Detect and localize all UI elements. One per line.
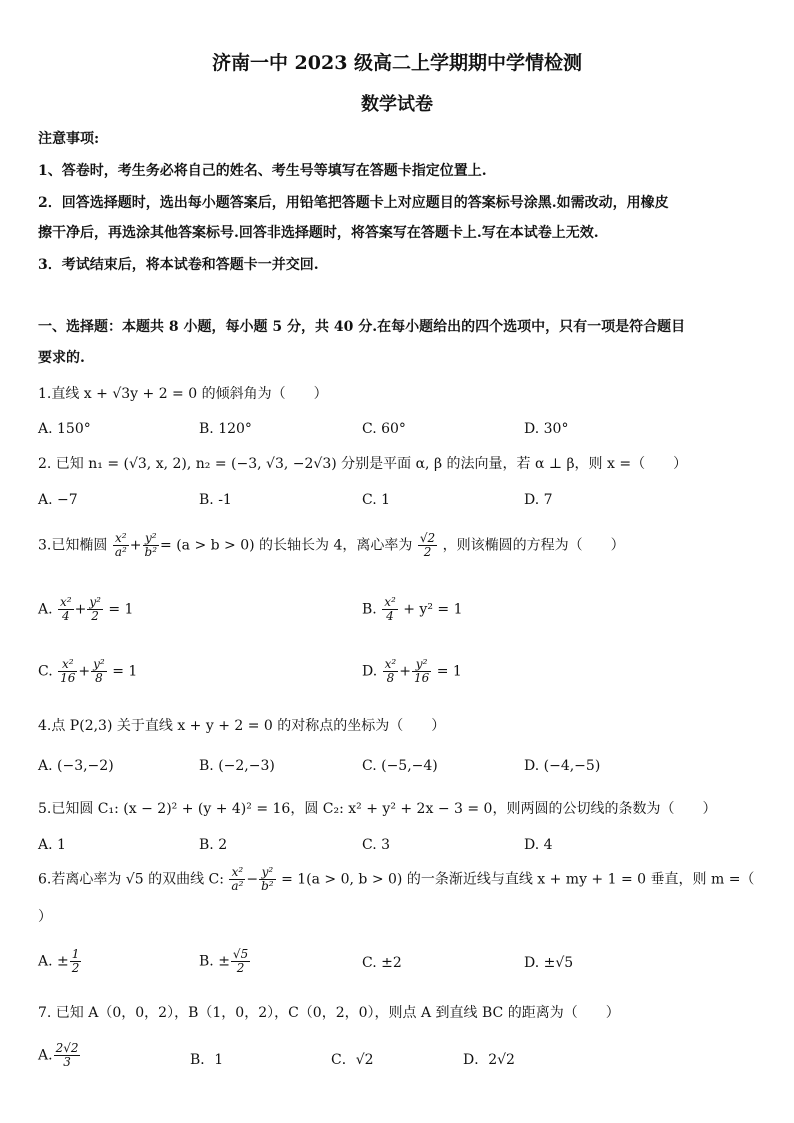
question-7-stem: 7. 已知 A（0，0，2），B（1，0，2），C（0，2，0），则点 A 到直线 BC 的距离为（ ） (38, 1005, 620, 1021)
q7-option-a: A. $\frac{2√2}{3}$ (38, 1041, 79, 1069)
q7-option-c: C．√2 (331, 1052, 374, 1068)
question-2-stem: 2. 已知 n₁ = (√3, x, 2), n₂ = (−3, √3, −2√3) 分别是平面 α, β 的法向量，若 α ⊥ β，则 x =（ ） (38, 456, 688, 472)
q3-option-d: D. $\frac{\text{x²}}{8}$ + $\frac{\text{y²}}{16}$ = 1 (362, 657, 462, 685)
q6-fraction-y: $\frac{\text{y²}}{\text{b²}}$ (261, 865, 274, 893)
question-6-stem: 6.若离心率为 √5 的双曲线 C: $\frac{\text{x²}}{\text{a²}}$ − $\frac{\text{y²}}{\text{b²}}$ = 1(a > 0, b > 0) 的一条渐近线与直线 x + my + 1 = 0 垂直，则 m =（ (38, 865, 755, 893)
note-item-1: 1、答卷时，考生务必将自己的姓名、考生号等填写在答题卡指定位置上. (38, 163, 487, 179)
q5-option-c: C. 3 (362, 837, 391, 853)
q6-fraction-x: $\frac{\text{x²}}{\text{a²}}$ (231, 865, 244, 893)
question-3-stem: 3.已知椭圆 $\frac{\text{x²}}{\text{a²}}$ + $\frac{\text{y²}}{\text{b²}}$ = (a > b > 0) 的长轴长为 4，离心率为 $\frac{√2}{2}$ ，则该椭圆的方程为（ ） (38, 531, 625, 559)
q3-stem-part-b: (a > b > 0) 的长轴长为 4，离心率为 (176, 537, 413, 554)
q3-option-b: B. $\frac{\text{x²}}{4}$ + y² = 1 (362, 595, 463, 623)
exam-title: 济南一中 2023 级高二上学期期中学情检测 (211, 52, 583, 74)
q2-option-b: B. -1 (199, 492, 232, 508)
q3-option-c: C. $\frac{\text{x²}}{16}$ + $\frac{\text{y²}}{8}$ = 1 (38, 657, 138, 685)
q3-fraction-ecc: $\frac{√2}{2}$ (419, 531, 436, 559)
q6-option-d: D. ±√5 (524, 955, 574, 971)
question-5-stem: 5.已知圆 C₁: (x − 2)² + (y + 4)² = 16，圆 C₂: x² + y² + 2x − 3 = 0，则两圆的公切线的条数为（ ） (38, 801, 717, 817)
q7-option-b: B．1 (190, 1052, 224, 1068)
q1-option-c: C. 60° (362, 421, 406, 437)
q2-option-c: C. 1 (362, 492, 391, 508)
q3-option-a: A. $\frac{\text{x²}}{4}$ + $\frac{\text{y²}}{2}$ = 1 (38, 595, 134, 623)
q5-option-b: B. 2 (199, 837, 228, 853)
exam-subtitle: 数学试卷 (361, 94, 433, 115)
note-item-2-cont: 擦干净后，再选涂其他答案标号.回答非选择题时，将答案写在答题卡上.写在本试卷上无效. (38, 225, 599, 241)
q5-option-a: A. 1 (38, 837, 66, 853)
q4-option-c: C. (−5,−4) (362, 758, 438, 774)
q4-option-d: D. (−4,−5) (524, 758, 601, 774)
q5-option-d: D. 4 (524, 837, 553, 853)
q1-option-a: A. 150° (38, 421, 91, 437)
q3-fraction-y: $\frac{\text{y²}}{\text{b²}}$ (144, 531, 158, 559)
q6-option-b: B. ± $\frac{√5}{2}$ (199, 947, 249, 975)
q3-stem-part-a: 3.已知椭圆 (38, 537, 108, 554)
q4-option-b: B. (−2,−3) (199, 758, 275, 774)
q6-stem-part-a: 6.若离心率为 √5 的双曲线 C: (38, 871, 224, 888)
section-heading-cont: 要求的. (38, 350, 85, 366)
q3-stem-part-c: ，则该椭圆的方程为（ ） (442, 537, 625, 554)
q2-option-a: A. −7 (38, 492, 78, 508)
note-item-2: 2．回答选择题时，选出每小题答案后，用铅笔把答题卡上对应题目的答案标号涂黑.如需改动，用橡皮 (38, 195, 669, 211)
q1-option-d: D. 30° (524, 421, 569, 437)
q6-stem-part-b: = 1(a > 0, b > 0) 的一条渐近线与直线 x + my + 1 = 0 垂直，则 m =（ (281, 871, 755, 888)
section-heading: 一、选择题：本题共 8 小题，每小题 5 分，共 40 分.在每小题给出的四个选项中，只有一项是符合题目 (38, 319, 686, 335)
question-1-stem: 1.直线 x + √3y + 2 = 0 的倾斜角为（ ） (38, 386, 328, 402)
q6-option-c: C. ±2 (362, 955, 402, 971)
q7-option-d: D．2√2 (463, 1052, 515, 1068)
q4-option-a: A. (−3,−2) (38, 758, 114, 774)
question-6-stem-cont: ） (38, 909, 52, 925)
question-4-stem: 4.点 P(2,3) 关于直线 x + y + 2 = 0 的对称点的坐标为（ ） (38, 718, 446, 734)
q3-fraction-x: $\frac{\text{x²}}{\text{a²}}$ (114, 531, 127, 559)
notes-heading: 注意事项: (38, 131, 100, 147)
q2-option-d: D. 7 (524, 492, 553, 508)
q1-option-b: B. 120° (199, 421, 252, 437)
q6-option-a: A. ± $\frac{1}{2}$ (38, 947, 80, 975)
note-item-3: 3．考试结束后，将本试卷和答题卡一并交回. (38, 257, 319, 273)
